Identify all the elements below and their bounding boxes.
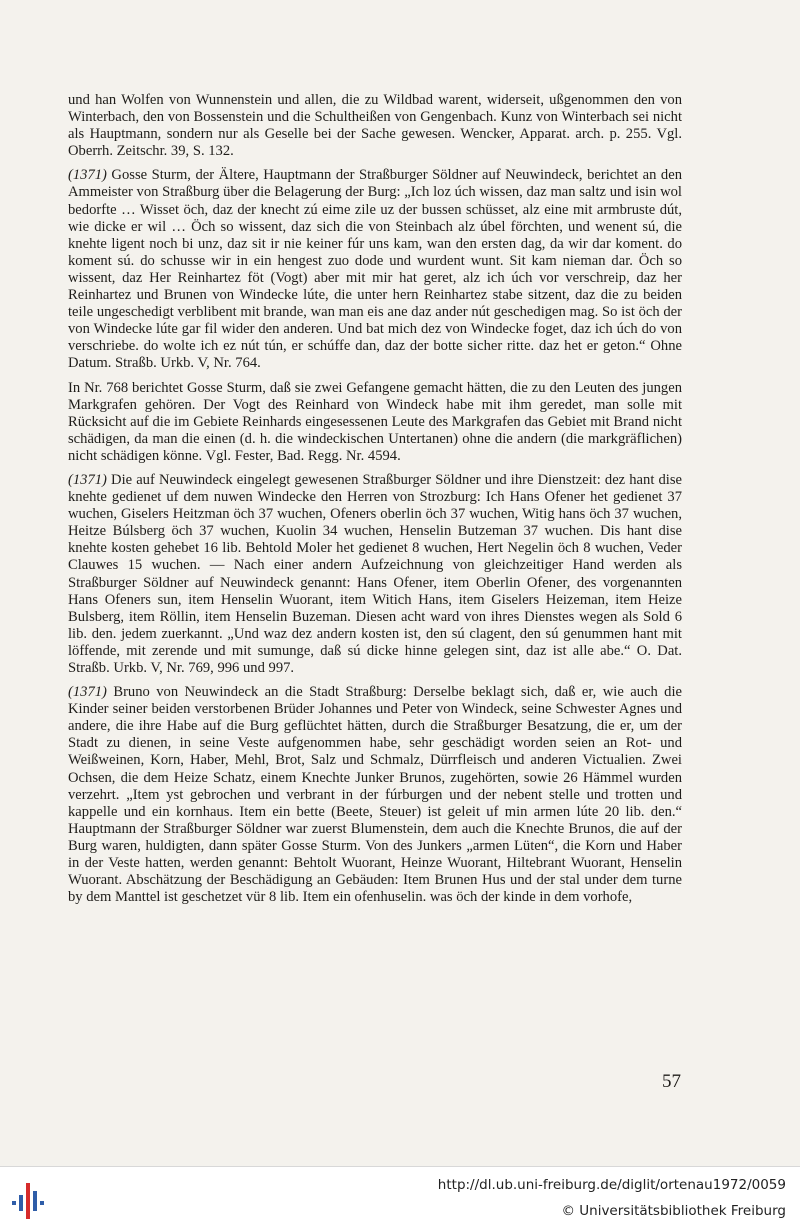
document-body: [68, 92, 682, 913]
paragraph-5: [68, 684, 682, 906]
page-number: 57: [662, 1071, 681, 1092]
paragraph-3: [68, 380, 682, 465]
paragraph-1: [68, 92, 682, 160]
paragraph-5-date: (1371): [68, 684, 107, 701]
paragraph-1-text: und han Wolfen von Wunnenstein und allen, die zu Wildbad warent, widerseit, ußgenommen den von Winterbach, den von Bossenstein und die Schultheißen von Gengenbach. Kunz von Winterbach sei nicht als Hauptmann, sondern nur als Geselle bei der Sache gewesen. Wencker, Apparat. arch. p. 255. Vgl. Oberrh. Zeitschr. 39, S. 132.: [68, 92, 682, 160]
paragraph-4-text: Die auf Neuwindeck eingelegt gewesenen Straßburger Söldner und ihre Dienstzeit: dez hant dise knehte gedienet uf dem nuwen Windecke den Herren von Strozburg: Ich Hans Ofener het gedienet 37 wuchen, Giselers Heitzman öch 37 wuchen, Ofeners oberlin öch 37 wuchen, Witig hans öch 37 wuchen, Heitze Búlsberg öch 37 wuchen, Kuolin 34 wuchen, Henselin Butzeman 37 wuchen. Dis hant dise knehte kosten gehebet 16 lib. Behtold Moler het gedienet 8 wuchen, Hert Negelin öch 8 wuchen, Veder Clauwes 15 wuchen. — Nach einer andern Aufzeichnung von gleichzeitiger Hand werden als Straßburger Söldner auf Neuwindeck genannt: Hans Ofener, item Oberlin Ofener, des vorgenannten Hans Ofeners sun, item Henselin Wuorant, item Witich Hans, item Giselers Heizeman, item Heize Bulsberg, item Röllin, item Henselin Buzeman. Diesen acht ward von ihres Dienstes wegen als Sold 6 lib. den. jedem zuerkannt. „Und waz dez andern kosten ist, den sú clagent, den sú genummen hant mit löffende, mit zerende und mit sumunge, daß sú dicke hinne gelegen sint, daz ist alle abe.“ O. Dat. Straßb. Urkb. V, Nr. 769, 996 und 997.: [68, 471, 682, 676]
ub-freiburg-logo-icon[interactable]: [10, 1175, 50, 1221]
paragraph-2-text: Gosse Sturm, der Ältere, Hauptmann der Straßburger Söldner auf Neuwindeck, berichtet an den Ammeister von Straßburg über die Belagerung der Burg: „Ich loz úch wissen, daz man saltz und isin wol bedorfte … Wisset öch, daz der knecht zú eime zile uz der bussen schüsset, alz eine mit armbruste dút, wie dicke er wil … Öch so wissent, daz sich die von Steinbach alz úbel förchten, und wenent sú, die knehte ligent noch bi unz, daz sit ir nie keiner fúr uns kam, wan den ersten dag, da wir dar koment. do koment sú. do schusse wir in ein hengest zuo dode und wurdent wunt. Sit kam nieman dar. Öch so wissent, daz Her Reinhartez föt (Vogt) aber mit mir hat geret, alz ich úch vor verschreip, daz her Reinhartez und Brunen von Windecke lúte, die unter hern Reinhartez stabe sitzent, daz die zu beiden teile ungeschedigt verblibent mit brande, wan man eis ane daz ander nút geschedigen mag. So ist öch der von Windecke lúte gar fil wider den anderen. Und bat mich dez von Windecke foget, daz ich úch do von verschriebe. do wolte ich ez nút tún, er schúffe dan, daz der botte sicher ritte. daz het er geton.“ Ohne Datum. Straßb. Urkb. V, Nr. 764.: [68, 167, 682, 372]
paragraph-5-text: Bruno von Neuwindeck an die Stadt Straßburg: Derselbe beklagt sich, daß er, wie auch die Kinder seiner beiden verstorbenen Brüder Johannes und Peter von Windeck, seine Schwester Agnes und andere, die ihre Habe auf die Burg geflüchtet hätten, durch die Straßburger Besatzung, die er, um der Stadt zu dienen, in seine Veste aufgenommen habe, sehr geschädigt worden seien an Rot- und Weißweinen, Korn, Haber, Mehl, Brot, Salz und Schmalz, Dürrfleisch und anderen Victualien. Zwei Ochsen, die dem Heize Schatz, einem Knechte Junker Brunos, zugehörten, sowie 26 Hämmel wurden verzehrt. „Item yst gebrochen und verbrant in der fúrburgen und der nebent stelle und trotten und kappelle und ein kornhaus. Item ein bette (Beete, Steuer) ist geleit uf min armen lúte 20 lib. den.“ Hauptmann der Straßburger Söldner war zuerst Blumenstein, dem auch die Knechte Brunos, die auf der Burg waren, huldigten, dann später Gosse Sturm. Von des Junkers „armen Lüten“, die Korn und Haber in der Veste hatten, werden genannt: Behtolt Wuorant, Heinze Wuorant, Hiltebrant Wuorant, Henselin Wuorant. Abschätzung der Beschädigung an Gebäuden: Item Brunen Hus und der stal under dem turne by dem Manttel ist geschetzet vür 8 lib. Item ein ofenhuselin. was öch der kinde in dem vorhofe,: [68, 684, 682, 906]
paragraph-2-date: (1371): [68, 167, 107, 184]
paragraph-2: [68, 167, 682, 372]
paragraph-3-text: In Nr. 768 berichtet Gosse Sturm, daß sie zwei Gefangene gemacht hätten, die zu den Leuten des jungen Markgrafen gehören. Der Vogt des Reinhard von Windeck habe mit ihm geredet, man solle mit Rücksicht auf die im Gebiete Reinhards eingesessenen Leute des Markgrafen das Gebiet mit Brand nicht schädigen, da man die einen (d. h. die windeckischen Untertanen) ohne die andern (die markgräflichen) nicht schädigen könne. Vgl. Fester, Bad. Regg. Nr. 4594.: [68, 379, 682, 464]
viewer-footer: [0, 1166, 800, 1227]
document-url-link[interactable]: http://dl.ub.uni-freiburg.de/diglit/ortenau1972/0059: [437, 1177, 786, 1193]
paragraph-4: [68, 472, 682, 677]
paragraph-4-date: (1371): [68, 471, 107, 488]
copyright-notice: © Universitätsbibliothek Freiburg: [561, 1203, 786, 1219]
